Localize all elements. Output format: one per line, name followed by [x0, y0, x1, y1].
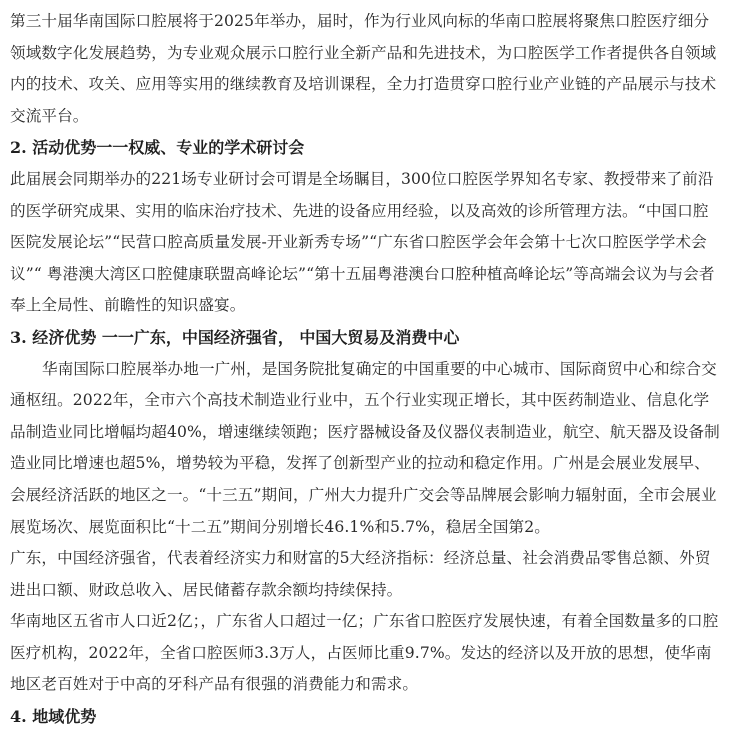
article-body [10, 6, 722, 733]
section-4-heading: 4. 地域优势 [10, 707, 97, 727]
section-3-heading: 3. 经济优势 一一广东，中国经济强省， 中国大贸易及消费中心 [10, 327, 460, 347]
section-2-paragraph: 此届展会同期举办的221场专业研讨会可谓是全场瞩目，300位口腔医学界知名专家、教授带来了前沿的医学研究成果、实用的临床治疗技术、先进的设备应用经验，以及高效的诊所管理方法。“中国口腔医院发展论坛”“民营口腔高质量发展-开业新秀专场”“广东省口腔医学会年会第十七次口腔医学学术会议”“ 粤港澳大湾区口腔健康联盟高峰论坛”“第十五届粤港澳台口腔种植高峰论坛”等高端会议为与会者奉上全局性、前瞻性的知识盛宴。 [10, 169, 715, 315]
section-3-paragraph-1: 华南国际口腔展举办地一广州，是国务院批复确定的中国重要的中心城市、国际商贸中心和综合交通枢纽。2022年，全市六个高技术制造业行业中，五个行业实现正增长，其中医药制造业、信息化学品制造业同比增幅均超40%，增速继续领跑；医疗器械设备及仪器仪表制造业，航空、航天器及设备制造业同比增速也超5%，增势较为平稳，发挥了创新型产业的拉动和稳定作用。广州是会展业发展早、会展经济活跃的地区之一。“十三五”期间，广州大力提升广交会等品牌展会影响力辐射面，全市会展业展览场次、展览面积比“十二五”期间分别增长46.1%和5.7%，稳居全国第2。 [10, 359, 720, 536]
section-3-paragraph-2: 广东，中国经济强省，代表着经济实力和财富的5大经济指标：经济总量、社会消费品零售总额、外贸进出口额、财政总收入、居民储蓄存款余额均持续保持。 [10, 549, 711, 599]
intro-paragraph: 第三十届华南国际口腔展将于2025年举办，届时，作为行业风向标的华南口腔展将聚焦口腔医疗细分领域数字化发展趋势，为专业观众展示口腔行业全新产品和先进技术，为口腔医学工作者提供各自领域内的技术、攻关、应用等实用的继续教育及培训课程，全力打造贯穿口腔行业产业链的产品展示与技术交流平台。 [10, 12, 717, 125]
section-3-paragraph-3: 华南地区五省市人口近2亿；，广东省人口超过一亿；广东省口腔医疗发展快速，有着全国数量多的口腔医疗机构，2022年，全省口腔医师3.3万人，占医师比重9.7%。发达的经济以及开放的思想，使华南地区老百姓对于中高的牙科产品有很强的消费能力和需求。 [10, 612, 719, 694]
section-2-heading: 2. 活动优势一一权威、专业的学术研讨会 [10, 138, 305, 158]
